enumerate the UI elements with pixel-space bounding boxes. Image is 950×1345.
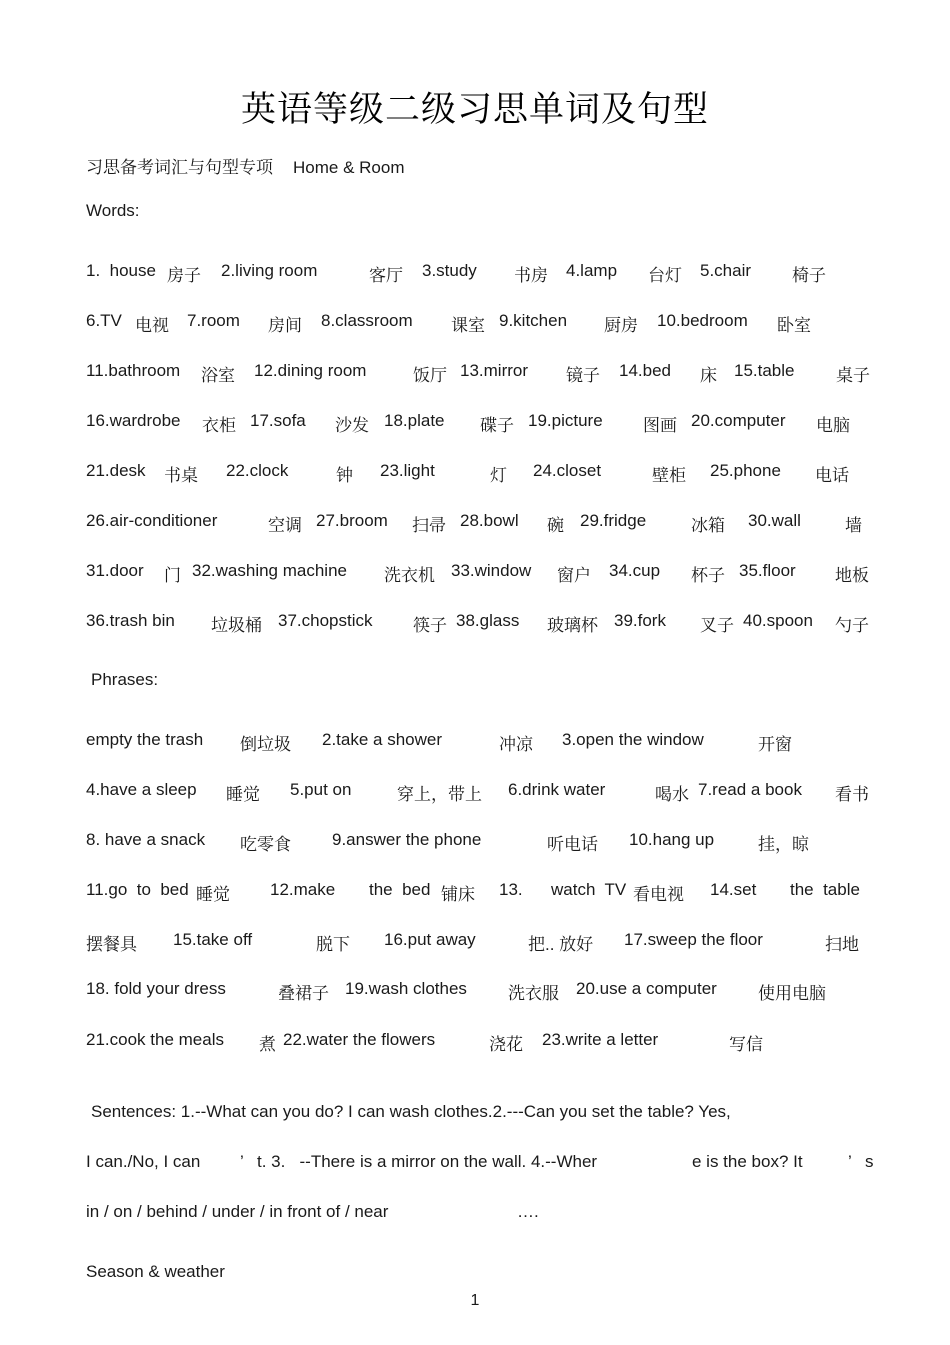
word-entry: 33.window [451,561,532,580]
apostrophe: ’ [240,1152,244,1171]
word-entry: 20.computer [691,411,786,430]
word-entry: 34.cup [609,561,661,580]
word-entry: 26.air-conditioner [86,511,218,530]
word-entry: 24.closet [533,461,602,480]
phrase-row [0,780,950,804]
phrase-entry: 10.hang up [629,830,715,849]
word-entry: 15.table [734,361,795,380]
phrase-translation: 睡觉 [226,785,260,804]
phrase-entry: 7.read a book [698,780,802,799]
word-entry: 23.light [380,461,435,480]
word-entry: 10.bedroom [657,311,748,330]
phrase-entry: 21.cook the meals [86,1030,224,1049]
word-translation: 椅子 [792,266,826,285]
word-entry: 21.desk [86,461,146,480]
word-entry: 31.door [86,561,144,580]
word-translation: 电视 [135,316,169,335]
phrase-entry: 8. have a snack [86,830,206,849]
word-translation: 房间 [268,316,302,335]
words-label: Words: [86,201,140,220]
word-entry: 1. house [86,261,156,280]
phrase-translation: 穿上，带上 [397,785,482,804]
subtitle-cn: 习思备考词汇与句型专项 [86,158,273,177]
word-row [0,361,950,385]
word-translation: 洗衣机 [384,566,435,585]
word-translation: 门 [164,566,181,585]
document-title: 英语等级二级习思单词及句型 [240,90,709,130]
phrase-entry: 12.make [270,880,336,899]
sentences-line: Sentences: 1.--What can you do? I can wash clothes.2.---Can you set the table? Yes, [91,1102,731,1121]
word-translation: 书桌 [164,466,198,485]
phrase-entry: 19.wash clothes [345,979,467,998]
word-translation: 电话 [815,466,849,485]
sentence-fragment: in / on / behind / under / in front of / near [86,1202,389,1221]
word-translation: 镜子 [566,366,600,385]
word-translation: 勺子 [835,616,869,635]
word-translation: 衣柜 [202,416,236,435]
word-entry: 6.TV [86,311,122,330]
phrase-entry: 2.take a shower [322,730,443,749]
phrase-entry: 23.write a letter [542,1030,659,1049]
word-entry: 32.washing machine [192,561,347,580]
subtitle-en: Home & Room [293,158,405,177]
phrase-entry: 13. [499,880,523,899]
word-entry: 39.fork [614,611,666,630]
word-translation: 厨房 [604,316,638,335]
phrase-translation: 叠裙子 [278,984,329,1003]
word-entry: 14.bed [619,361,671,380]
word-translation: 碗 [547,516,564,535]
word-row [0,311,950,335]
word-entry: 9.kitchen [499,311,568,330]
page-number: 1 [470,1292,480,1309]
word-entry: 29.fridge [580,511,647,530]
phrase-entry: 4.have a sleep [86,780,197,799]
phrase-entry: empty the trash [86,730,204,749]
word-entry: 2.living room [221,261,318,280]
phrases-label: Phrases: [91,670,159,689]
word-entry: 5.chair [700,261,752,280]
word-entry: 35.floor [739,561,796,580]
word-entry: 3.study [422,261,477,280]
phrase-entry: 3.open the window [562,730,704,749]
phrase-row [0,979,950,1003]
word-translation: 客厅 [369,266,403,285]
phrase-translation: 摆餐具 [86,935,137,954]
word-translation: 沙发 [335,416,369,435]
phrase-translation: 冲凉 [499,735,533,754]
phrase-entry: 20.use a computer [576,979,717,998]
phrase-row [0,830,950,854]
word-translation: 窗户 [557,566,591,585]
phrase-entry: watch TV [551,880,627,899]
phrase-row [0,730,950,754]
apostrophe: ’ [848,1152,852,1171]
sentence-fragment: I can./No, I can [86,1152,201,1171]
word-entry: 16.wardrobe [86,411,181,430]
sentence-fragment: s [865,1152,874,1171]
word-entry: 30.wall [748,511,801,530]
word-entry: 18.plate [384,411,445,430]
word-entry: 19.picture [528,411,603,430]
section-subtitle [86,153,404,178]
phrase-translation: 听电话 [547,835,598,854]
word-entry: 12.dining room [254,361,367,380]
word-entry: 22.clock [226,461,289,480]
word-translation: 壁柜 [652,466,686,485]
word-translation: 扫帚 [412,516,446,535]
word-entry: 7.room [187,311,240,330]
word-entry: 17.sofa [250,411,306,430]
word-entry: 37.chopstick [278,611,373,630]
phrase-row [0,1030,950,1054]
phrase-translation: 倒垃圾 [240,735,291,754]
phrase-translation: 吃零食 [240,835,291,854]
sentences-line [0,1152,950,1176]
phrase-entry: the bed [369,880,431,899]
word-entry: 36.trash bin [86,611,175,630]
word-translation: 墙 [845,516,862,535]
word-entry: 25.phone [710,461,781,480]
word-translation: 图画 [643,416,677,435]
phrase-translation: 喝水 [655,785,689,804]
phrase-translation: 煮 [259,1035,276,1054]
word-translation: 冰箱 [691,516,725,535]
sentences-line [0,1202,950,1226]
word-entry: 4.lamp [566,261,618,280]
phrase-entry: the table [790,880,860,899]
word-row [0,461,950,485]
phrase-translation: 浇花 [489,1035,523,1054]
sentence-fragment: t. 3. --There is a mirror on the wall. 4.--Wher [257,1152,598,1171]
word-translation: 叉子 [700,616,734,635]
word-row [0,411,950,435]
phrase-row [0,880,950,904]
word-translation: 课室 [451,316,485,335]
word-entry: 13.mirror [460,361,529,380]
word-entry: 40.spoon [743,611,813,630]
word-translation: 空调 [268,516,302,535]
phrase-translation: 脱下 [316,935,350,954]
phrase-translation: 睡觉 [196,885,230,904]
word-entry: 28.bowl [460,511,519,530]
word-translation: 筷子 [413,616,447,635]
word-row [0,561,950,585]
word-translation: 浴室 [201,366,235,385]
word-entry: 11.bathroom [86,361,181,380]
phrase-entry: 15.take off [173,930,253,949]
phrase-translation: 扫地 [825,935,859,954]
word-entry: 38.glass [456,611,520,630]
sentence-fragment: e is the box? It [692,1152,803,1171]
phrase-entry: 17.sweep the floor [624,930,763,949]
word-translation: 房子 [167,266,201,285]
word-translation: 碟子 [480,416,514,435]
word-translation: 桌子 [836,366,870,385]
phrase-row [0,930,950,954]
phrase-entry: 6.drink water [508,780,606,799]
phrase-entry: 9.answer the phone [332,830,482,849]
word-entry: 27.broom [316,511,388,530]
word-row [0,261,950,285]
word-entry: 8.classroom [321,311,413,330]
phrase-entry: 11.go to bed [86,880,189,899]
phrase-entry: 14.set [710,880,757,899]
word-translation: 灯 [490,466,507,485]
phrase-entry: 5.put on [290,780,352,799]
phrase-translation: 把.. 放好 [528,935,594,954]
word-translation: 饭厅 [413,366,447,385]
phrase-translation: 开窗 [758,735,792,754]
word-translation: 卧室 [777,316,811,335]
phrase-translation: 洗衣服 [508,984,559,1003]
word-translation: 床 [700,366,717,385]
phrase-translation: 使用电脑 [758,984,826,1003]
phrase-translation: 挂，晾 [758,835,809,854]
word-row [0,611,950,635]
phrase-translation: 看电视 [633,885,684,904]
word-translation: 电脑 [816,416,850,435]
word-translation: 玻璃杯 [547,616,598,635]
phrase-entry: 16.put away [384,930,476,949]
phrase-translation: 看书 [835,785,869,804]
word-translation: 杯子 [691,566,725,585]
section-heading: Season & weather [86,1262,225,1281]
word-row [0,511,950,535]
phrase-translation: 写信 [729,1035,763,1054]
word-translation: 地板 [835,566,869,585]
word-translation: 台灯 [648,266,682,285]
sentence-fragment: …. [517,1202,539,1221]
phrase-translation: 铺床 [441,885,475,904]
phrase-entry: 22.water the flowers [283,1030,436,1049]
word-translation: 书房 [514,266,548,285]
phrase-entry: 18. fold your dress [86,979,226,998]
word-translation: 垃圾桶 [211,616,262,635]
word-translation: 钟 [336,466,353,485]
